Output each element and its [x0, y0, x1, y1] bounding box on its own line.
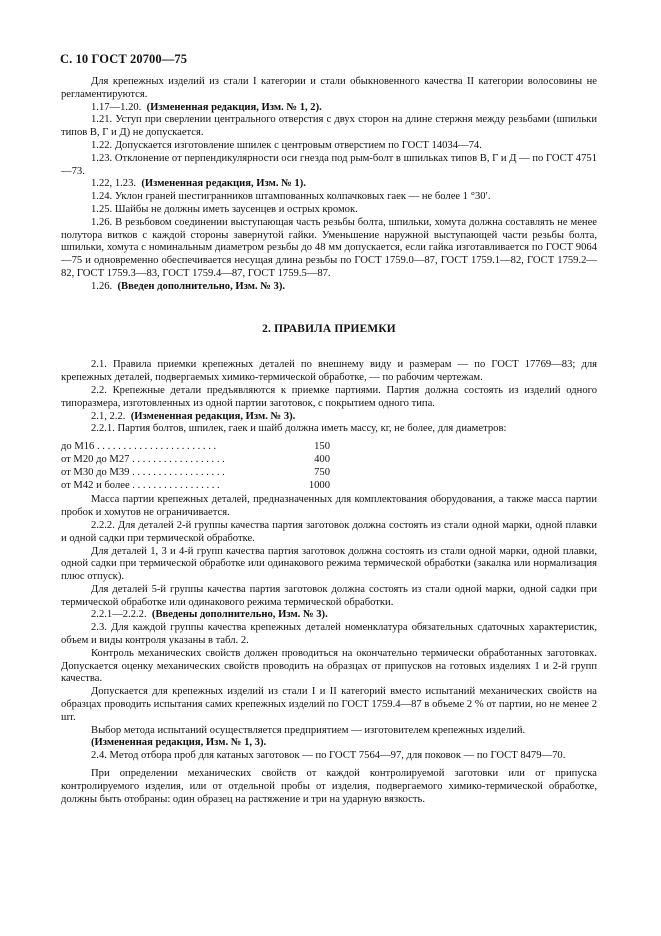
paragraph-2-1: 2.1. Правила приемки крепежных деталей по внешнему виду и размерам — по ГОСТ 17769—83; для крепежных деталей, подвергаемых химико-термической обработке, — по рабочим чертежам.	[61, 359, 597, 384]
mass-value: 750	[314, 466, 330, 478]
amendment-note: (Измененная редакция, Изм. № 3).	[130, 410, 296, 422]
paragraph-group-5: Для деталей 5-й группы качества партия заготовок должна состоять из стали одной марки, одной садки при термической обработке или одинакового режима термической обработки.	[61, 583, 597, 608]
mass-value: 150	[314, 441, 330, 453]
paragraph-1-23: 1.23. Отклонение от перпендикулярности оси гнезда под рым-болт в шпильках типов В, Г и Д — по ГОСТ 4751—73.	[61, 152, 597, 177]
diameter-range: до М16 . . . . . . . . . . . . . . . . . . . . . . .	[61, 441, 217, 453]
paragraph-2-2-1-2-2-2-amend	[61, 609, 597, 622]
page-header: С. 10 ГОСТ 20700—75	[60, 52, 188, 66]
mass-value: 400	[314, 453, 330, 465]
mass-by-diameter-list	[61, 441, 597, 492]
paragraph-1-22-1-23-amend	[61, 178, 597, 191]
amendment-note: (Введены дополнительно, Изм. № 3).	[151, 609, 328, 621]
paragraph-batch-mass: Масса партии крепежных деталей, предназначенных для комплектования оборудования, а также масса партии пробок и хомутов не ограничивается.	[61, 494, 597, 519]
paragraph-2-4: 2.4. Метод отбора проб для катаных заготовок — по ГОСТ 7564—97, для поковок — по ГОСТ 8479—70.	[91, 750, 566, 762]
paragraph-method-choice: Выбор метода испытаний осуществляется предприятием — изготовителем крепежных изделий.	[91, 724, 526, 736]
clause-number: 2.2.1—2.2.2.	[91, 609, 147, 621]
paragraph-1-24: 1.24. Уклон граней шестигранников штампованных колпачковых гаек — не более 1 °30′.	[91, 191, 491, 203]
list-item	[61, 454, 330, 467]
paragraph-groups-1-3-4: Для деталей 1, 3 и 4-й групп качества партия заготовок должна состоять из стали одной марки, одной плавки, одной садки при термической обработке или одинакового режима термической обработки (закалка или нормализация плюс отпуск).	[61, 545, 597, 583]
diameter-range: от М30 до М39 . . . . . . . . . . . . . . . . . .	[61, 466, 225, 478]
paragraph-amend-1-3	[61, 737, 597, 750]
clause-number: 1.22, 1.23.	[91, 178, 137, 190]
clause-number: 1.17—1.20.	[91, 101, 142, 113]
paragraph-1-25: 1.25. Шайбы не должны иметь заусенцев и острых кромок.	[91, 203, 358, 215]
amendment-note: (Измененная редакция, Изм. № 1, 3).	[91, 737, 267, 749]
document-body	[61, 76, 597, 806]
paragraph-2-2-1: 2.2.1. Партия болтов, шпилек, гаек и шайб должна иметь массу, кг, не более, для диаметров:	[91, 423, 507, 435]
list-item	[61, 480, 330, 493]
diameter-range: от М42 и более . . . . . . . . . . . . . . . . .	[61, 479, 220, 491]
paragraph-2-2: 2.2. Крепежные детали предъявляются к приемке партиями. Партия должна состоять из изделий одного типоразмера, изготовленных из одной партии заготовок, с покрытием одного типа.	[61, 384, 597, 409]
paragraph-2-1-2-2-amend	[61, 411, 597, 424]
clause-number: 2.1, 2.2.	[91, 410, 126, 422]
paragraph-2-3: 2.3. Для каждой группы качества крепежных деталей номенклатура обязательных сдаточных характеристик, объем и виды контроля указаны в табл. 2.	[61, 622, 597, 647]
paragraph-1-22: 1.22. Допускается изготовление шпилек с центровым отверстием по ГОСТ 14034—74.	[91, 139, 482, 151]
section-title: 2. ПРАВИЛА ПРИЕМКИ	[262, 322, 396, 335]
amendment-note: (Измененная редакция, Изм. № 1, 2).	[146, 101, 322, 113]
paragraph-2-2-2: 2.2.2. Для деталей 2-й группы качества партия заготовок должна состоять из стали одной марки, одной плавки и одной садки при термической обработке.	[61, 519, 597, 544]
list-item	[61, 441, 330, 454]
amendment-note: (Измененная редакция, Изм. № 1).	[141, 178, 306, 190]
amendment-note: (Введен дополнительно, Изм. № 3).	[117, 280, 286, 292]
paragraph-1-26-amend	[61, 281, 597, 294]
list-item	[61, 467, 330, 480]
paragraph-1-21: 1.21. Уступ при сверлении центрального отверстия с двух сторон на длине стержня между резьбами (шпильки типов В, Г и Д) не допускается.	[61, 114, 597, 139]
paragraph-mechanical-control: Контроль механических свойств должен проводиться на окончательно термически обработанных заготовках. Допускается оценку механических свойств проводить на образцах от припусков на готовых изделиях 1 и 2-й групп качества.	[61, 647, 597, 685]
paragraph-1-17-1-20	[61, 102, 597, 115]
paragraph-specimens: При определении механических свойств от каждой контролируемой заготовки или от припуска контролируемого изделия, или от отдельной пробы от изделия, подвергаемого химико-термической обработке, должны быть отобраны: один образец на растяжение и три на ударную вязкость.	[61, 768, 597, 805]
mass-value: 1000	[308, 479, 330, 491]
clause-number: 1.26.	[91, 280, 113, 292]
diameter-range: от М20 до М27 . . . . . . . . . . . . . . . . . .	[61, 453, 225, 465]
paragraph-allowance: Допускается для крепежных изделий из стали I и II категорий вместо испытаний механических свойств на образцах проводить испытания самих крепежных изделий по ГОСТ 1759.4—87 в объеме 2 % от партии, но не менее 2 шт.	[61, 686, 597, 723]
paragraph-1-26: 1.26. В резьбовом соединении выступающая часть резьбы болта, шпильки, хомута должна составлять не менее полутора витков с каждой стороны завернутой гайки. Уменьшение наружной выступающей части резьбы болта, шпильки, хомута с номинальным диаметром резьбы до 48 мм допускается, если гайка изготавливается по ГОСТ 9064—75 и одновременно обеспечивается несущая длина резьбы по ГОСТ 1759.0—87, ГОСТ 1759.1—82, ГОСТ 1759.2—82, ГОСТ 1759.3—83, ГОСТ 1759.4—87, ГОСТ 1759.5—87.	[61, 216, 597, 279]
paragraph-wool-defects: Для крепежных изделий из стали I категории и стали обыкновенного качества II категории волосовины не регламентируются.	[61, 76, 597, 100]
